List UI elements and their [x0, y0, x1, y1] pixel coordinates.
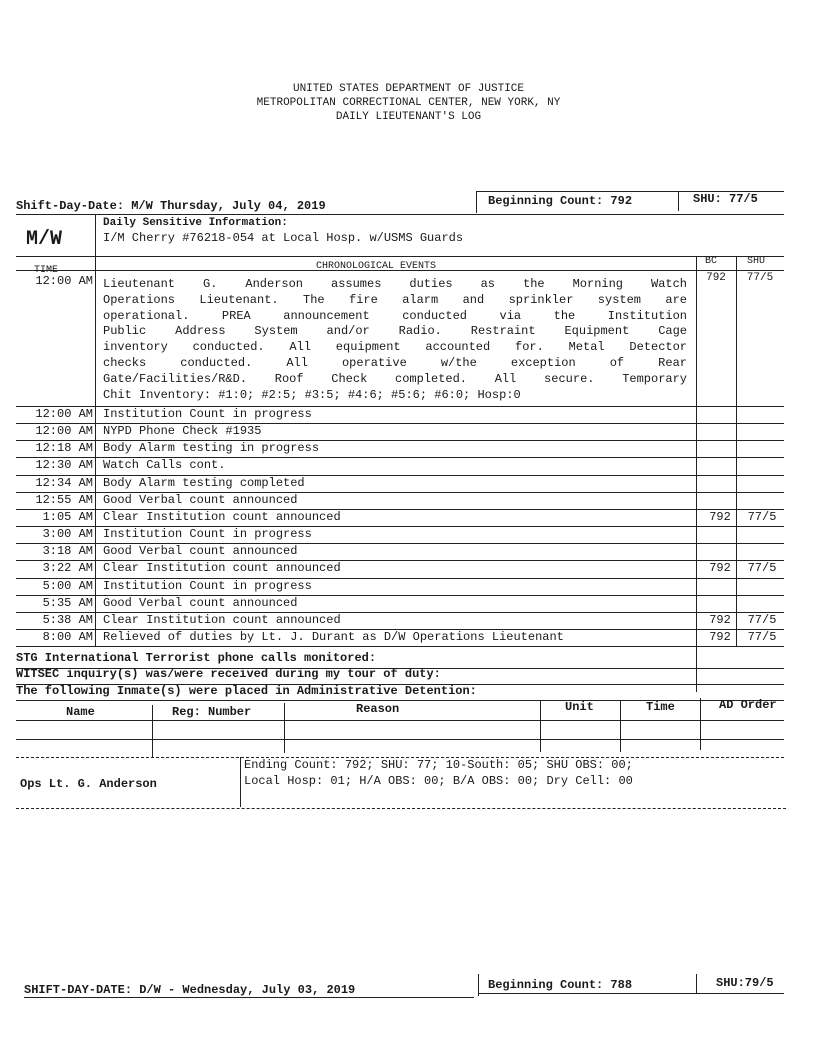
entry-event: Clear Institution count announced — [103, 561, 341, 576]
log-entry-row — [16, 509, 784, 526]
first-entry-line: Chit Inventory: #1:0; #2:5; #3:5; #4:6; #5:6; #6:0; Hosp:0 — [103, 387, 521, 402]
entry-shu: 77/5 — [747, 612, 777, 627]
ad-unit-header: Unit — [565, 700, 594, 714]
first-entry-line: checks conducted. All operative w/the exception of Rear — [103, 355, 687, 370]
entry-bc: 792 — [709, 629, 731, 644]
entry-time: 8:00 AM — [42, 629, 93, 644]
entry-shu: 77/5 — [747, 629, 777, 644]
entry-event: Institution Count in progress — [103, 527, 312, 542]
entry-event: Good Verbal count announced — [103, 492, 298, 507]
stg-note: STG International Terrorist phone calls monitored: — [16, 651, 377, 665]
shu-column-header: SHU — [747, 256, 766, 267]
first-entry-line: operational. PREA announcement conducted via the Institution — [103, 308, 687, 323]
log-entry-row — [16, 457, 784, 474]
entry-event: Relieved of duties by Lt. J. Durant as D/W Operations Lieutenant — [103, 629, 564, 644]
log-entry-row — [16, 406, 784, 423]
entry-time: 5:00 AM — [42, 578, 93, 593]
entry-time: 3:22 AM — [42, 561, 93, 576]
entry-event: Clear Institution count announced — [103, 509, 341, 524]
entry-bc: 792 — [709, 612, 731, 627]
entry-time: 12:34 AM — [35, 475, 93, 490]
shift-day-date: Shift-Day-Date: M/W Thursday, July 04, 2019 — [16, 199, 326, 213]
entry-time: 5:38 AM — [42, 612, 93, 627]
entry-event: Institution Count in progress — [103, 407, 312, 421]
facility-title: METROPOLITAN CORRECTIONAL CENTER, NEW YORK, NY — [256, 97, 561, 109]
entry-event: NYPD Phone Check #1935 — [103, 424, 262, 439]
log-title: DAILY LIEUTENANT'S LOG — [335, 111, 482, 123]
entry-time: 1:05 AM — [42, 509, 93, 524]
shift-code: M/W — [26, 228, 63, 251]
time-column-header: TIME — [34, 265, 59, 276]
first-entry-shu: 77/5 — [746, 272, 774, 284]
entry-event: Watch Calls cont. — [103, 458, 226, 473]
entry-time: 12:00 AM — [35, 424, 93, 439]
log-entry-row — [16, 492, 784, 509]
entry-time: 12:18 AM — [35, 441, 93, 456]
bc-column-header: BC — [705, 256, 718, 267]
ad-order-header: AD Order — [719, 698, 777, 712]
entry-event: Body Alarm testing completed — [103, 475, 305, 490]
first-entry-text — [103, 277, 687, 403]
log-entry-row — [16, 423, 784, 440]
sensitive-info-label: Daily Sensitive Information: — [103, 217, 288, 229]
first-entry-bc: 792 — [706, 272, 726, 284]
events-column-header: CHRONOLOGICAL EVENTS — [316, 261, 437, 272]
first-entry-time: 12:00 AM — [35, 274, 93, 288]
entry-time: 12:30 AM — [35, 458, 93, 473]
ad-header: The following Inmate(s) were placed in Administrative Detention: — [16, 684, 477, 698]
entry-bc: 792 — [709, 509, 731, 524]
ad-reason-header: Reason — [356, 702, 400, 716]
log-entry-row — [16, 629, 784, 646]
entry-shu: 77/5 — [747, 561, 777, 576]
log-entry-row — [16, 526, 784, 543]
entry-time: 12:00 AM — [35, 407, 93, 421]
first-entry-line: Lieutenant G. Anderson assumes duties as the Morning Watch — [103, 277, 687, 291]
next-shift-day-date: SHIFT-DAY-DATE: D/W - Wednesday, July 03, 2019 — [24, 983, 356, 997]
shu-count: SHU: 77/5 — [693, 192, 758, 206]
entry-shu: 77/5 — [747, 509, 777, 524]
entry-bc: 792 — [709, 561, 731, 576]
entry-event: Institution Count in progress — [103, 578, 312, 593]
signature: Ops Lt. G. Anderson — [20, 777, 157, 791]
witsec-note: WITSEC inquiry(s) was/were received during my tour of duty: — [16, 667, 441, 681]
entry-event: Good Verbal count announced — [103, 544, 298, 559]
entry-event: Body Alarm testing in progress — [103, 441, 320, 456]
ad-reg-header: Reg: Number — [172, 705, 252, 719]
ad-name-header: Name — [66, 705, 95, 719]
entry-time: 5:35 AM — [42, 595, 93, 610]
entry-time: 3:18 AM — [42, 544, 93, 559]
log-entry-row — [16, 578, 784, 595]
log-entry-row — [16, 595, 784, 612]
entry-time: 3:00 AM — [42, 527, 93, 542]
row-divider — [16, 646, 784, 647]
entry-time: 12:55 AM — [35, 492, 93, 507]
ending-count-line1: Ending Count: 792; SHU: 77; 10-South: 05; SHU OBS: 00; — [244, 758, 633, 772]
first-entry-line: inventory conducted. All equipment accounted for. Metal Detector — [103, 340, 687, 355]
first-entry-line: Gate/Facilities/R&D. Roof Check completed. All secure. Temporary — [103, 371, 687, 386]
first-entry-line: Public Address System and/or Radio. Restraint Equipment Cage — [103, 324, 687, 339]
sensitive-info-text: I/M Cherry #76218-054 at Local Hosp. w/USMS Guards — [103, 231, 464, 245]
department-title: UNITED STATES DEPARTMENT OF JUSTICE — [292, 83, 525, 95]
log-entry-row — [16, 475, 784, 492]
entry-event: Clear Institution count announced — [103, 612, 341, 627]
log-entry-row — [16, 612, 784, 629]
log-entry-row — [16, 560, 784, 577]
entry-event: Good Verbal count announced — [103, 595, 298, 610]
ad-time-header: Time — [646, 700, 675, 714]
log-entry-row — [16, 440, 784, 457]
beginning-count: Beginning Count: 792 — [488, 194, 633, 208]
next-shu-count: SHU:79/5 — [716, 976, 774, 990]
log-entry-row — [16, 543, 784, 560]
ending-count-line2: Local Hosp: 01; H/A OBS: 00; B/A OBS: 00; Dry Cell: 00 — [244, 774, 633, 788]
next-beginning-count: Beginning Count: 788 — [488, 978, 633, 992]
first-entry-line: Operations Lieutenant. The fire alarm and sprinkler system are — [103, 292, 687, 307]
